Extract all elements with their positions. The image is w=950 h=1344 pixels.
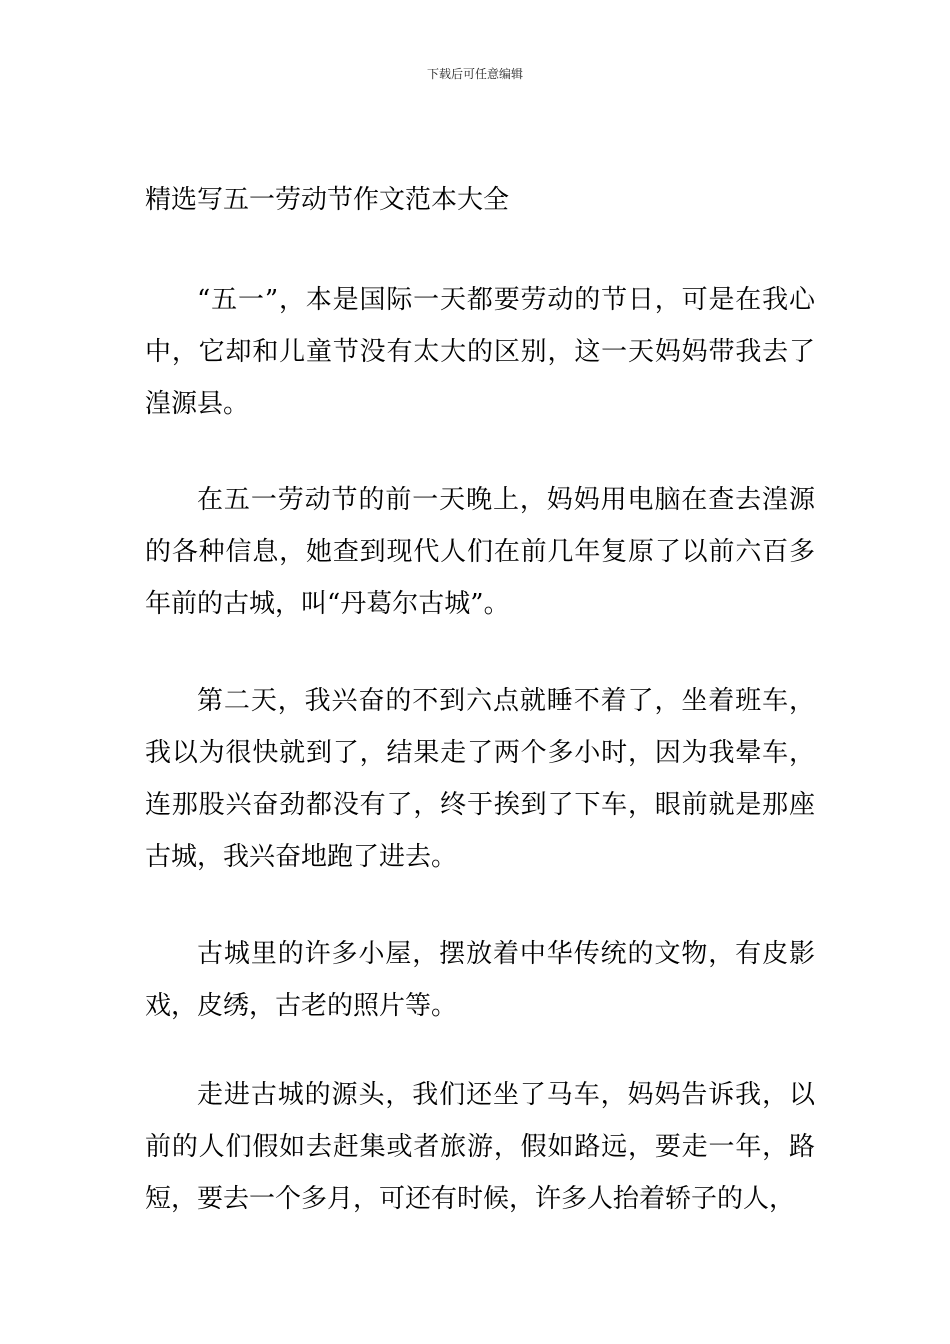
paragraph: 走进古城的源头，我们还坐了马车，妈妈告诉我，以前的人们假如去赶集或者旅游，假如路远，要走一年，路短，要去一个多月，可还有时候，许多人抬着轿子的人， [145, 1080, 815, 1214]
page-header-note: 下载后可任意编辑 [426, 67, 523, 81]
paragraph: 古城里的许多小屋，摆放着中华传统的文物，有皮影戏，皮绣，古老的照片等。 [145, 939, 815, 1021]
document-title: 精选写五一劳动节作文范本大全 [145, 185, 510, 215]
paragraph: 在五一劳动节的前一天晚上，妈妈用电脑在查去湟源的各种信息，她查到现代人们在前几年复原了以前六百多年前的古城，叫“丹葛尔古城”。 [145, 485, 815, 619]
paragraph: 第二天，我兴奋的不到六点就睡不着了，坐着班车，我以为很快就到了，结果走了两个多小时，因为我晕车，连那股兴奋劲都没有了，终于挨到了下车，眼前就是那座古城，我兴奋地跑了进去。 [145, 686, 815, 872]
paragraph: “五一”，本是国际一天都要劳动的节日，可是在我心中，它却和儿童节没有太大的区别，这一天妈妈带我去了湟源县。 [145, 285, 815, 419]
